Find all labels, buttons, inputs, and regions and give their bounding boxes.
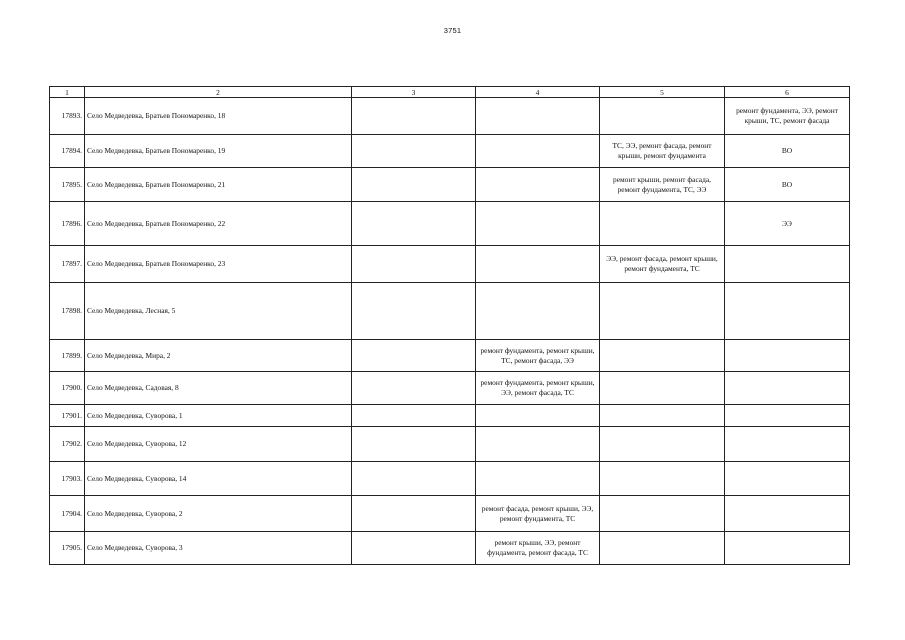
row-address: Село Медведевка, Суворова, 12 bbox=[85, 427, 352, 462]
row-address: Село Медведевка, Суворова, 14 bbox=[85, 462, 352, 496]
row-col-6 bbox=[725, 427, 850, 462]
header-col-4: 4 bbox=[476, 87, 600, 98]
row-col-4: ремонт крыши, ЭЭ, ремонт фундамента, ремонт фасада, ТС bbox=[476, 532, 600, 565]
row-address: Село Медведевка, Братьев Пономаренко, 18 bbox=[85, 98, 352, 135]
table-header bbox=[50, 87, 850, 98]
row-col-4 bbox=[476, 427, 600, 462]
table-row bbox=[50, 135, 850, 168]
row-col-6 bbox=[725, 372, 850, 405]
row-number: 17900. bbox=[50, 372, 85, 405]
table-row bbox=[50, 246, 850, 283]
row-number: 17901. bbox=[50, 405, 85, 427]
row-col-6 bbox=[725, 496, 850, 532]
row-address: Село Медведевка, Братьев Пономаренко, 23 bbox=[85, 246, 352, 283]
row-col-3 bbox=[352, 340, 476, 372]
row-col-6: ВО bbox=[725, 168, 850, 202]
row-number: 17895. bbox=[50, 168, 85, 202]
row-col-5 bbox=[600, 532, 725, 565]
row-col-4 bbox=[476, 246, 600, 283]
table-row bbox=[50, 283, 850, 340]
row-col-5: ТС, ЭЭ, ремонт фасада, ремонт крыши, ремонт фундамента bbox=[600, 135, 725, 168]
row-col-4 bbox=[476, 202, 600, 246]
row-col-5 bbox=[600, 405, 725, 427]
row-col-4 bbox=[476, 135, 600, 168]
row-address: Село Медведевка, Братьев Пономаренко, 21 bbox=[85, 168, 352, 202]
row-col-4 bbox=[476, 462, 600, 496]
row-col-3 bbox=[352, 283, 476, 340]
row-col-6 bbox=[725, 283, 850, 340]
header-col-2: 2 bbox=[85, 87, 352, 98]
row-col-6 bbox=[725, 462, 850, 496]
row-col-6: ВО bbox=[725, 135, 850, 168]
row-col-4 bbox=[476, 98, 600, 135]
row-number: 17893. bbox=[50, 98, 85, 135]
row-col-4: ремонт фундамента, ремонт крыши, ЭЭ, ремонт фасада, ТС bbox=[476, 372, 600, 405]
row-col-5 bbox=[600, 202, 725, 246]
row-number: 17903. bbox=[50, 462, 85, 496]
row-number: 17905. bbox=[50, 532, 85, 565]
row-col-4: ремонт фасада, ремонт крыши, ЭЭ, ремонт фундамента, ТС bbox=[476, 496, 600, 532]
header-col-1: 1 bbox=[50, 87, 85, 98]
row-col-4 bbox=[476, 405, 600, 427]
row-address: Село Медведевка, Лесная, 5 bbox=[85, 283, 352, 340]
row-address: Село Медведевка, Мира, 2 bbox=[85, 340, 352, 372]
header-col-3: 3 bbox=[352, 87, 476, 98]
row-address: Село Медведевка, Суворова, 2 bbox=[85, 496, 352, 532]
row-address: Село Медведевка, Суворова, 3 bbox=[85, 532, 352, 565]
row-number: 17897. bbox=[50, 246, 85, 283]
row-address: Село Медведевка, Братьев Пономаренко, 22 bbox=[85, 202, 352, 246]
row-col-3 bbox=[352, 372, 476, 405]
row-col-5 bbox=[600, 496, 725, 532]
row-col-5 bbox=[600, 427, 725, 462]
row-col-5 bbox=[600, 283, 725, 340]
row-col-6: ремонт фундамента, ЭЭ, ремонт крыши, ТС, ремонт фасада bbox=[725, 98, 850, 135]
table-row bbox=[50, 372, 850, 405]
row-number: 17904. bbox=[50, 496, 85, 532]
table-row bbox=[50, 202, 850, 246]
table-row bbox=[50, 427, 850, 462]
row-number: 17896. bbox=[50, 202, 85, 246]
row-col-4 bbox=[476, 283, 600, 340]
row-col-3 bbox=[352, 246, 476, 283]
row-address: Село Медведевка, Суворова, 1 bbox=[85, 405, 352, 427]
row-col-5: ЭЭ, ремонт фасада, ремонт крыши, ремонт фундамента, ТС bbox=[600, 246, 725, 283]
header-row bbox=[50, 87, 850, 98]
row-col-5 bbox=[600, 98, 725, 135]
row-address: Село Медведевка, Братьев Пономаренко, 19 bbox=[85, 135, 352, 168]
row-col-6 bbox=[725, 246, 850, 283]
row-col-5 bbox=[600, 340, 725, 372]
row-col-5 bbox=[600, 372, 725, 405]
row-number: 17894. bbox=[50, 135, 85, 168]
row-col-3 bbox=[352, 462, 476, 496]
row-col-5: ремонт крыши, ремонт фасада, ремонт фундамента, ТС, ЭЭ bbox=[600, 168, 725, 202]
row-number: 17902. bbox=[50, 427, 85, 462]
row-col-3 bbox=[352, 427, 476, 462]
row-number: 17898. bbox=[50, 283, 85, 340]
row-col-6: ЭЭ bbox=[725, 202, 850, 246]
row-col-4: ремонт фундамента, ремонт крыши, ТС, ремонт фасада, ЭЭ bbox=[476, 340, 600, 372]
page-number: 3751 bbox=[443, 26, 462, 35]
header-col-6: 6 bbox=[725, 87, 850, 98]
row-col-3 bbox=[352, 405, 476, 427]
table-row bbox=[50, 532, 850, 565]
row-col-4 bbox=[476, 168, 600, 202]
row-address: Село Медведевка, Садовая, 8 bbox=[85, 372, 352, 405]
header-col-5: 5 bbox=[600, 87, 725, 98]
row-col-3 bbox=[352, 532, 476, 565]
row-col-3 bbox=[352, 135, 476, 168]
table-row bbox=[50, 98, 850, 135]
row-col-3 bbox=[352, 496, 476, 532]
table-row bbox=[50, 462, 850, 496]
row-col-3 bbox=[352, 202, 476, 246]
table-row bbox=[50, 496, 850, 532]
row-col-6 bbox=[725, 340, 850, 372]
row-col-6 bbox=[725, 532, 850, 565]
row-col-6 bbox=[725, 405, 850, 427]
row-col-3 bbox=[352, 98, 476, 135]
table-row bbox=[50, 405, 850, 427]
row-col-5 bbox=[600, 462, 725, 496]
row-col-3 bbox=[352, 168, 476, 202]
table-row bbox=[50, 340, 850, 372]
row-number: 17899. bbox=[50, 340, 85, 372]
table-body bbox=[50, 98, 850, 565]
table-row bbox=[50, 168, 850, 202]
register-table bbox=[49, 86, 850, 565]
